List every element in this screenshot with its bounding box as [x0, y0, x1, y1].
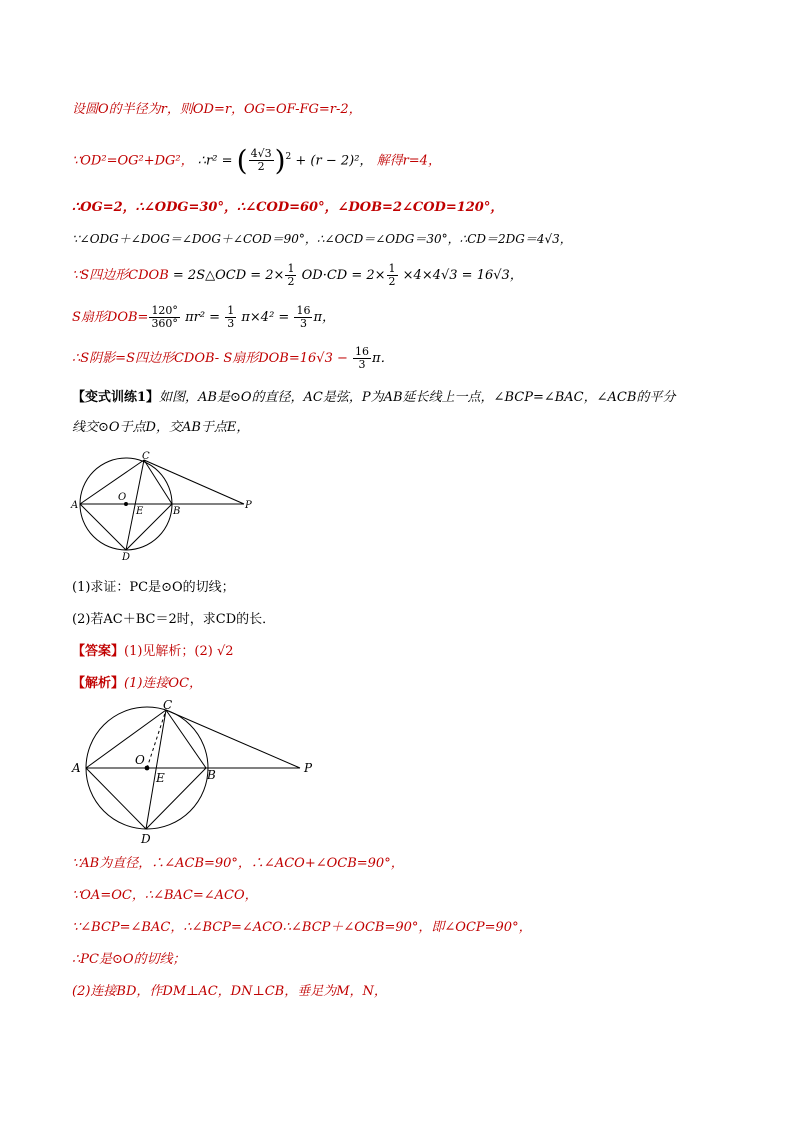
solution-line-5	[72, 262, 523, 290]
analysis-line-2: ∵OA=OC，∴∠BAC=∠ACO，	[72, 888, 258, 903]
line-db	[126, 504, 172, 550]
label-c: C	[142, 451, 150, 462]
figure-1-circle-diagram	[68, 450, 268, 562]
analysis-line-4: ∴PC是⊙O的切线；	[72, 952, 186, 967]
analysis-line-5: (2)连接BD，作DM⊥AC，DN⊥CB，垂足为M，N，	[72, 984, 387, 999]
label-b: B	[173, 506, 181, 517]
problem-line-2: 线交⊙O于点D，交AB于点E，	[72, 420, 250, 435]
text-segment: π×4² =	[241, 310, 290, 325]
label-d: D	[122, 552, 131, 562]
text-segment: = 2S△OCD = 2×	[172, 268, 285, 283]
text-segment: π．	[372, 351, 394, 366]
answer-line	[72, 642, 234, 662]
text-segment: S扇形DOB=	[72, 310, 149, 325]
solution-line-6	[72, 302, 335, 334]
line-ac	[80, 460, 144, 504]
text-segment: ∵OD²=OG²+DG²，	[72, 153, 194, 169]
fraction-half: $\frac{1}{2}$	[287, 262, 295, 288]
text-segment: OD·CD = 2×	[301, 268, 386, 283]
text-segment: ×4×4√3 = 16√3，	[402, 268, 523, 283]
text-segment: (1)连接OC，	[124, 676, 203, 691]
label-e: E	[136, 506, 144, 517]
label-a: A	[72, 761, 81, 775]
analysis-line	[72, 674, 202, 694]
center-dot	[145, 766, 150, 771]
analysis-heading: 【解析】	[72, 676, 125, 691]
label-p: P	[304, 761, 313, 775]
problem-heading: 【变式训练1】	[72, 390, 160, 405]
fraction-16-over-3: $\frac{16}{3}$	[355, 345, 370, 371]
answer-text: (1)见解析；(2) √2	[124, 644, 234, 659]
problem-part-1: (1)求证：PC是⊙O的切线；	[72, 580, 235, 595]
solution-line-3: ∴OG=2，∴∠ODG=30°，∴∠COD=60°，∠DOB=2∠COD=120°，	[72, 200, 504, 215]
label-c: C	[163, 698, 173, 712]
fraction-16-over-3: $\frac{16}{3}$	[296, 304, 311, 330]
text-segment: ∵S四边形CDOB	[72, 268, 169, 283]
text-segment: + (r − 2)²，	[295, 153, 373, 169]
text-segment: ∴r² =	[197, 153, 233, 169]
line-ad	[80, 504, 126, 550]
right-paren: )	[274, 143, 286, 177]
label-d: D	[141, 832, 151, 846]
line-ad	[86, 768, 146, 829]
label-e: E	[156, 771, 165, 785]
label-b: B	[207, 768, 216, 782]
problem-line-1	[72, 388, 675, 408]
analysis-line-1: ∵AB为直径，∴∠ACB=90°，∴∠ACO+∠OCB=90°，	[72, 856, 404, 871]
label-o: O	[135, 753, 145, 767]
answer-heading: 【答案】	[72, 644, 125, 659]
label-p: P	[245, 500, 252, 511]
fraction-half: $\frac{1}{2}$	[388, 262, 396, 288]
text-segment: ∴S阴影=S四边形CDOB- S扇形DOB=16√3 −	[72, 351, 348, 366]
line-ac	[86, 710, 166, 768]
line-cd	[126, 460, 144, 550]
fraction-4sqrt3-over-2: $\frac{4√3}{2}$	[250, 147, 272, 174]
text-segment: 解得r=4，	[376, 153, 441, 169]
figure-2-circle-diagram	[66, 698, 326, 848]
label-o: O	[118, 492, 127, 503]
solution-line-2: ∵OD²=OG²+DG²， ∴r² = ( $\frac{4√3}{2}$ )$^2$ + (r − 2)²， 解得r=4，	[72, 143, 441, 177]
text-segment: πr² =	[185, 310, 221, 325]
fraction-third: $\frac{1}{3}$	[227, 304, 235, 330]
analysis-line-3: ∵∠BCP=∠BAC，∴∠BCP=∠ACO∴∠BCP＋∠OCB=90°，即∠OCP=90°，	[72, 920, 532, 935]
problem-part-2: (2)若AC＋BC＝2时，求CD的长．	[72, 612, 276, 627]
solution-line-1: 设圆O的半径为r，则OD=r，OG=OF-FG=r-2，	[72, 102, 362, 117]
line-oc-dashed	[147, 710, 166, 768]
text-segment: 如图，AB是⊙O的直径，AC是弦，P为AB延长线上一点，∠BCP=∠BAC，∠ACB的平分	[159, 390, 676, 405]
label-a: A	[71, 500, 79, 511]
solution-line-4: ∵∠ODG＋∠DOG＝∠DOG＋∠COD＝90°，∴∠OCD＝∠ODG＝30°，∴CD＝2DG＝4√3，	[72, 232, 572, 246]
left-paren: (	[236, 143, 248, 177]
solution-line-7	[72, 344, 394, 374]
line-cp	[144, 460, 244, 504]
text-segment: π，	[313, 310, 335, 325]
fraction-120-over-360: $\frac{120^\circ}{360^\circ}$	[151, 304, 178, 330]
